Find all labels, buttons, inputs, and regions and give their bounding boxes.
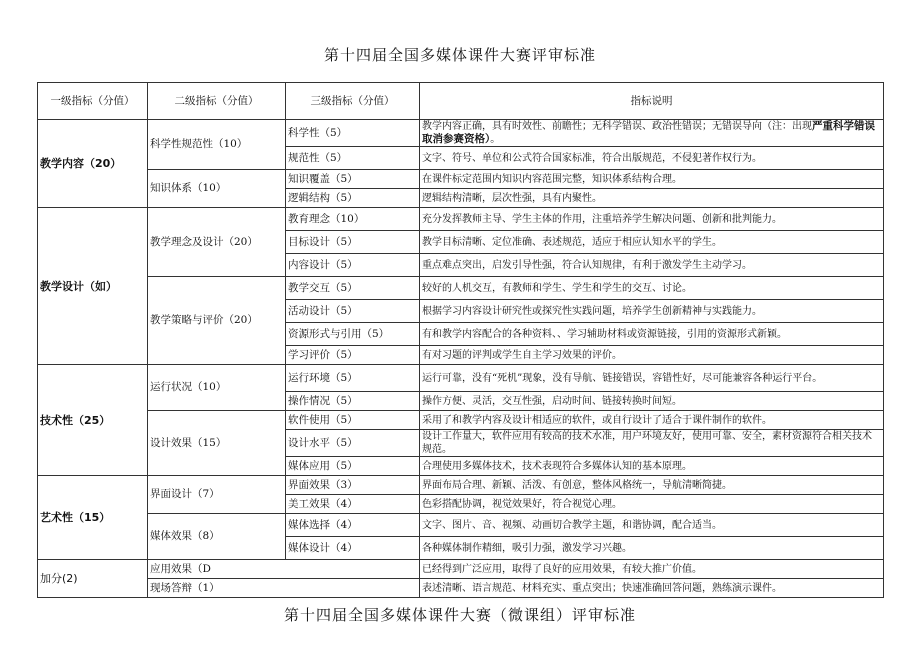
description-cell: 逻辑结构清晰，层次性强，具有内聚性。 [420,189,884,208]
level3-cell: 设计水平（5） [286,430,420,457]
level3-cell: 软件使用（5） [286,411,420,430]
level3-cell: 学习评价（5） [286,346,420,365]
description-cell: 设计工作量大，软件应用有较高的技术水准，用户环境友好，使用可靠、安全，素材资源符合相关技术规范。 [420,430,884,457]
description-cell: 色彩搭配协调，视觉效果好，符合视觉心理。 [420,495,884,514]
description-cell: 根据学习内容设计研究性或探究性实践问题，培养学生创新精神与实践能力。 [420,300,884,323]
description-cell: 教学目标清晰、定位准确、表述规范，适应于相应认知水平的学生。 [420,231,884,254]
description-cell: 表述清晰、语言规范、材料充实、重点突出；快速准确回答问题，熟练演示课件。 [420,579,884,598]
level2-operation: 运行状况（10） [148,365,286,411]
level2-media: 媒体效果（8） [148,514,286,560]
level1-bonus: 加分(2) [38,560,148,598]
level1-teaching-design: 教学设计（如） [38,208,148,365]
description-cell: 合理使用多媒体技术，技术表现符合多媒体认知的基本原理。 [420,457,884,476]
level3-cell: 逻辑结构（5） [286,189,420,208]
description-cell: 教学内容正确，具有时效性、前瞻性；无科学错误、政治性错误；无错误导向（注：出现严重科学错误取消参赛资格）。 [420,120,884,147]
level3-cell: 规范性（5） [286,147,420,170]
level1-technical: 技术性（25） [38,365,148,476]
description-cell: 在课件标定范围内知识内容范围完整，知识体系结构合理。 [420,170,884,189]
description-cell: 有和教学内容配合的各种资料、、学习辅助材料或资源链接，引用的资源形式新颖。 [420,323,884,346]
description-cell: 文字、符号、单位和公式符合国家标准，符合出版规范，不侵犯著作权行为。 [420,147,884,170]
description-cell: 文字、图片、音、视频、动画切合教学主题，和谐协调，配合适当。 [420,514,884,537]
description-cell: 界面布局合理、新颖、活泼、有创意，整体风格统一，导航清晰简捷。 [420,476,884,495]
description-cell: 充分发挥教师主导、学生主体的作用，注重培养学生解决问题、创新和批判能力。 [420,208,884,231]
description-cell: 有对习题的评判或学生自主学习效果的评价。 [420,346,884,365]
level3-cell: 目标设计（5） [286,231,420,254]
level2-design-effect: 设计效果（15） [148,411,286,476]
level3-cell: 美工效果（4） [286,495,420,514]
level2-strategy: 教学策略与评价（20） [148,277,286,365]
document-title: 第十四届全国多媒体课件大赛评审标准 [323,46,596,64]
level2-interface: 界面设计（7） [148,476,286,514]
description-cell: 较好的人机交互，有教师和学生、学生和学生的交互、讨论。 [420,277,884,300]
description-cell: 重点难点突出，启发引导性强，符合认知规律，有利于激发学生主动学习。 [420,254,884,277]
header-description: 指标说明 [420,83,884,120]
level3-cell: 内容设计（5） [286,254,420,277]
header-level3: 三级指标（分值） [286,83,420,120]
level3-cell: 资源形式与引用（5） [286,323,420,346]
next-document-title: 第十四届全国多媒体课件大赛（微课组）评审标准 [283,606,636,624]
level3-cell: 媒体选择（4） [286,514,420,537]
level3-cell: 运行环境（5） [286,365,420,392]
level2-application: 应用效果（D [148,560,420,579]
level1-teaching-content: 教学内容（20） [38,120,148,208]
highlighted-warning: 严重科学错误取消参赛资格） [422,120,875,145]
level1-artistic: 艺术性（15） [38,476,148,560]
level2-concept: 教学理念及设计（20） [148,208,286,277]
header-level1: 一级指标（分值） [38,83,148,120]
level3-cell: 操作情况（5） [286,392,420,411]
level2-scientific: 科学性规范性（10） [148,120,286,170]
header-level2: 二级指标（分值） [148,83,286,120]
description-cell: 操作方便、灵活，交互性强，启动时间、链接转换时间短。 [420,392,884,411]
level3-cell: 科学性（5） [286,120,420,147]
level3-cell: 教学交互（5） [286,277,420,300]
level3-cell: 媒体设计（4） [286,537,420,560]
description-cell: 各种媒体制作精细，吸引力强，激发学习兴趣。 [420,537,884,560]
level2-defense: 现场答辩（1） [148,579,420,598]
level3-cell: 知识覆盖（5） [286,170,420,189]
evaluation-criteria-table [37,82,884,598]
description-cell: 采用了和教学内容及设计相适应的软件，或自行设计了适合于课件制作的软件。 [420,411,884,430]
description-cell: 运行可靠，没有“死机”现象，没有导航、链接错误，容错性好，尽可能兼容各种运行平台。 [420,365,884,392]
level2-knowledge: 知识体系（10） [148,170,286,208]
level3-cell: 媒体应用（5） [286,457,420,476]
level3-cell: 活动设计（5） [286,300,420,323]
description-cell: 已经得到广泛应用，取得了良好的应用效果，有较大推广价值。 [420,560,884,579]
level3-cell: 教育理念（10） [286,208,420,231]
level3-cell: 界面效果（3） [286,476,420,495]
